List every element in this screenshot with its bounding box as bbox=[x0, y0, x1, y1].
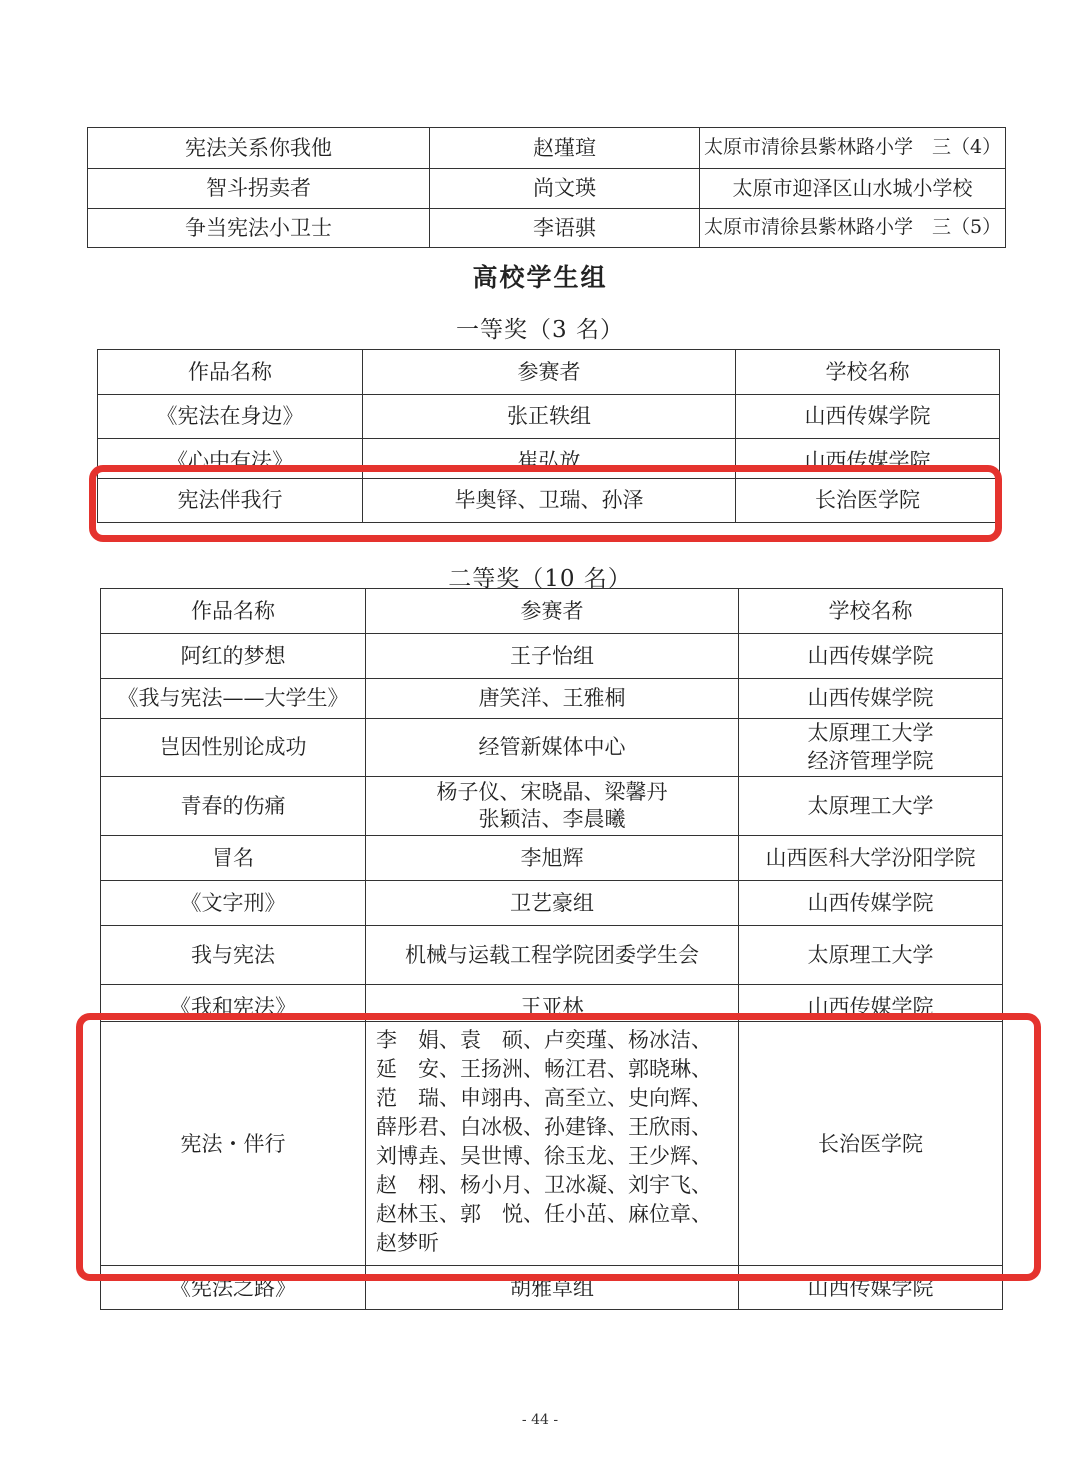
table-row bbox=[101, 679, 1003, 719]
school-name: 山西传媒学院 bbox=[739, 634, 1003, 679]
school-line: 经济管理学院 bbox=[807, 748, 934, 773]
work-title: 争当宪法小卫士 bbox=[88, 209, 430, 248]
participant: 毕奥铎、卫瑞、孙泽 bbox=[363, 479, 736, 523]
work-title: 《我与宪法——大学生》 bbox=[101, 679, 366, 719]
participant-line: 赵林玉、郭 悦、任小茁、麻位章、 bbox=[376, 1202, 712, 1227]
participant: 机械与运载工程学院团委学生会 bbox=[366, 926, 739, 985]
column-header: 参赛者 bbox=[363, 350, 736, 395]
participant: 尚文瑛 bbox=[430, 169, 700, 209]
participant-line: 杨子仪、宋晓晶、梁馨丹 bbox=[436, 779, 668, 804]
school-name: 太原理工大学 bbox=[739, 926, 1003, 985]
work-title: 《心中有法》 bbox=[98, 439, 363, 479]
participant-line: 李 娟、袁 硕、卢奕瑾、杨冰洁、 bbox=[376, 1028, 712, 1053]
column-header: 学校名称 bbox=[739, 589, 1003, 634]
participant: 唐笑洋、王雅桐 bbox=[366, 679, 739, 719]
first-prize-title: 一等奖（3 名） bbox=[456, 317, 624, 343]
work-title: 《宪法在身边》 bbox=[98, 395, 363, 439]
participant bbox=[366, 1022, 739, 1266]
participant: 王亚林 bbox=[366, 985, 739, 1022]
second-prize-table bbox=[100, 588, 1003, 1310]
school-name bbox=[739, 719, 1003, 777]
table-row bbox=[101, 985, 1003, 1022]
participant-line: 赵梦昕 bbox=[376, 1231, 439, 1256]
work-title: 《宪法之路》 bbox=[101, 1266, 366, 1310]
participant-line: 延 安、王扬洲、畅江君、郭晓琳、 bbox=[376, 1057, 712, 1082]
group-title: 高校学生组 bbox=[472, 263, 608, 292]
work-title: 《文字刑》 bbox=[101, 881, 366, 926]
work-title: 宪法关系你我他 bbox=[88, 128, 430, 169]
school-name: 山西传媒学院 bbox=[739, 985, 1003, 1022]
work-title: 我与宪法 bbox=[101, 926, 366, 985]
column-header: 作品名称 bbox=[101, 589, 366, 634]
school-name: 山西传媒学院 bbox=[736, 395, 1000, 439]
column-header: 作品名称 bbox=[98, 350, 363, 395]
table-row bbox=[88, 128, 1006, 169]
participant: 王子怡组 bbox=[366, 634, 739, 679]
table-row bbox=[101, 881, 1003, 926]
school-name: 山西传媒学院 bbox=[739, 679, 1003, 719]
table-row bbox=[101, 719, 1003, 777]
table-row bbox=[101, 926, 1003, 985]
work-title: 宪法伴我行 bbox=[98, 479, 363, 523]
participant: 卫艺豪组 bbox=[366, 881, 739, 926]
table-header-row bbox=[101, 589, 1003, 634]
table-row bbox=[101, 777, 1003, 836]
column-header: 参赛者 bbox=[366, 589, 739, 634]
participant: 崔弘放 bbox=[363, 439, 736, 479]
school-name: 太原市清徐县紫林路小学 三（5） bbox=[700, 209, 1006, 248]
column-header: 学校名称 bbox=[736, 350, 1000, 395]
table-row bbox=[98, 439, 1000, 479]
table-row bbox=[98, 395, 1000, 439]
school-name: 山西传媒学院 bbox=[739, 1266, 1003, 1310]
participant: 李语骐 bbox=[430, 209, 700, 248]
participant-line: 薛彤君、白冰极、孙建锋、王欣雨、 bbox=[376, 1115, 712, 1140]
school-name: 山西传媒学院 bbox=[736, 439, 1000, 479]
table-row bbox=[101, 1266, 1003, 1310]
work-title: 宪法・伴行 bbox=[101, 1022, 366, 1266]
participant-line: 赵 栩、杨小月、卫冰凝、刘宇飞、 bbox=[376, 1173, 712, 1198]
participant: 胡雅草组 bbox=[366, 1266, 739, 1310]
table-row bbox=[88, 169, 1006, 209]
table-header-row bbox=[98, 350, 1000, 395]
work-title: 青春的伤痛 bbox=[101, 777, 366, 836]
participant bbox=[366, 777, 739, 836]
work-title: 阿红的梦想 bbox=[101, 634, 366, 679]
work-title: 《我和宪法》 bbox=[101, 985, 366, 1022]
participant: 张正轶组 bbox=[363, 395, 736, 439]
participant-line: 刘博垚、吴世博、徐玉龙、王少辉、 bbox=[376, 1144, 712, 1169]
school-line: 太原理工大学 bbox=[807, 721, 934, 746]
table-row bbox=[88, 209, 1006, 248]
work-title: 岂因性别论成功 bbox=[101, 719, 366, 777]
work-title: 智斗拐卖者 bbox=[88, 169, 430, 209]
school-name: 太原市迎泽区山水城小学校 bbox=[700, 169, 1006, 209]
participant-line: 范 瑞、申翊冉、高至立、史向辉、 bbox=[376, 1086, 712, 1111]
page-number: - 44 - bbox=[521, 1412, 559, 1428]
table-row bbox=[101, 634, 1003, 679]
participant: 经管新媒体中心 bbox=[366, 719, 739, 777]
school-name: 山西医科大学汾阳学院 bbox=[739, 836, 1003, 881]
school-name: 长治医学院 bbox=[736, 479, 1000, 523]
table-row bbox=[98, 479, 1000, 523]
participant: 赵瑾瑄 bbox=[430, 128, 700, 169]
school-name: 长治医学院 bbox=[739, 1022, 1003, 1266]
first-prize-table bbox=[97, 349, 1000, 523]
school-name: 太原理工大学 bbox=[739, 777, 1003, 836]
table-row bbox=[101, 1022, 1003, 1266]
school-name: 太原市清徐县紫林路小学 三（4） bbox=[700, 128, 1006, 169]
top-table bbox=[87, 127, 1006, 248]
work-title: 冒名 bbox=[101, 836, 366, 881]
school-name: 山西传媒学院 bbox=[739, 881, 1003, 926]
table-row bbox=[101, 836, 1003, 881]
second-prize-title: 二等奖（10 名） bbox=[448, 566, 632, 592]
participant: 李旭辉 bbox=[366, 836, 739, 881]
participant-line: 张颖洁、李晨曦 bbox=[478, 807, 626, 831]
